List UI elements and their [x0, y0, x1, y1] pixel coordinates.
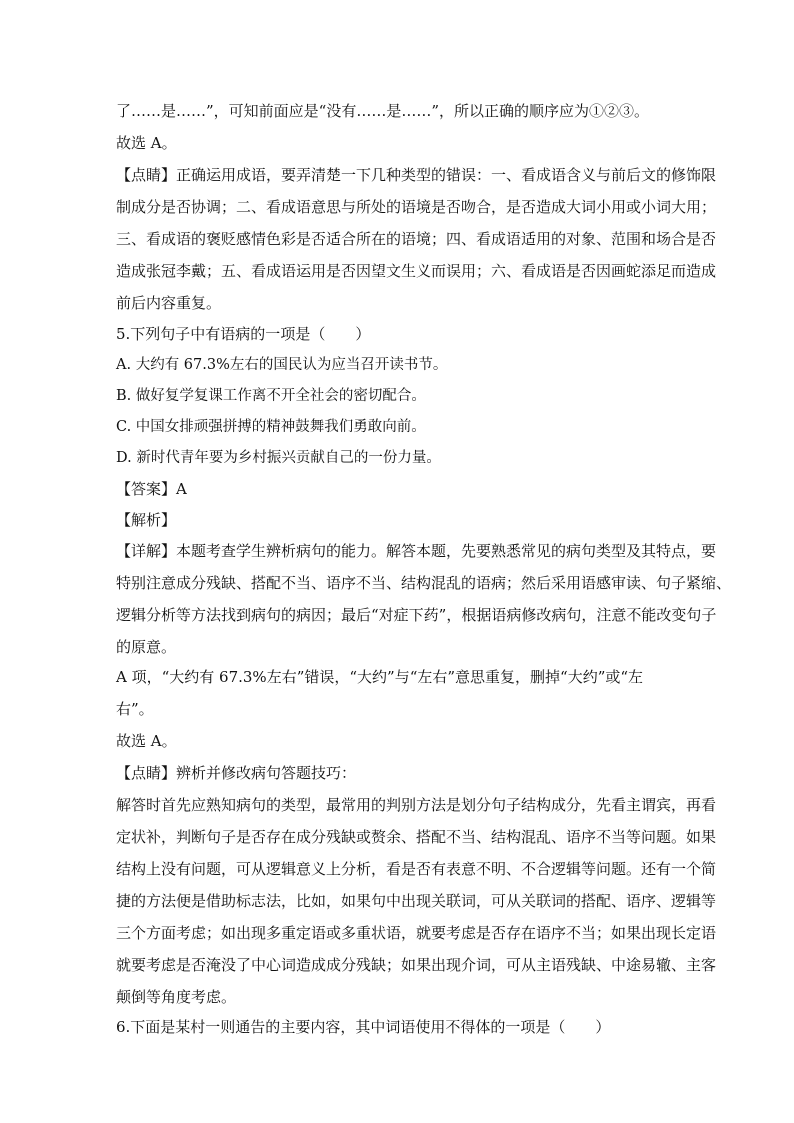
text-line: 【详解】本题考查学生辨析病句的能力。解答本题，先要熟悉常见的病句类型及其特点，要: [116, 542, 717, 560]
text-line: 三、看成语的褒贬感情色彩是否适合所在的语境；四、看成语适用的对象、范围和场合是否: [116, 230, 717, 248]
text-line: 制成分是否协调；二、看成语意思与所处的语境是否吻合，是否造成大词小用或小词大用；: [116, 198, 717, 216]
text-line: 结构上没有问题，可从逻辑意义上分析，看是否有表意不明、不合逻辑等问题。还有一个简: [116, 860, 717, 878]
question-5-choice-c: C. 中国女排顽强拼搏的精神鼓舞我们勇敢向前。: [116, 419, 426, 435]
text-line: 前后内容重复。: [116, 294, 222, 312]
analysis-heading: 【解析】: [116, 511, 177, 529]
text-line: A 项，“大约有 67.3%左右”错误，“大约”与“左右”意思重复，删掉“大约”或“左: [116, 668, 644, 686]
text-line: 了……是……”，可知前面应是“没有……是……”，所以正确的顺序应为①②③。: [116, 102, 650, 120]
text-line: 定状补，判断句子是否存在成分残缺或赘余、搭配不当、结构混乱、语序不当等问题。如果: [116, 828, 717, 846]
text-line: 特别注意成分残缺、搭配不当、语序不当、结构混乱的语病；然后采用语感审读、句子紧缩、: [116, 574, 732, 592]
text-line: 颠倒等角度考虑。: [116, 988, 237, 1006]
text-line: 逻辑分析等方法找到病句的病因；最后“对症下药”，根据语病修改病句，注意不能改变句子: [116, 606, 717, 624]
question-5-choice-b: B. 做好复学复课工作离不开全社会的密切配合。: [116, 388, 426, 404]
question-5-choice-d: D. 新时代青年要为乡村振兴贡献自己的一份力量。: [116, 450, 441, 466]
question-5-stem: 5.下列句子中有语病的一项是（ ）: [116, 325, 371, 343]
text-line: 故选 A。: [116, 732, 177, 750]
text-line: 就要考虑是否淹没了中心词造成成分残缺；如果出现介词，可从主语残缺、中途易辙、主客: [116, 956, 717, 974]
text-line: 右”。: [116, 700, 154, 718]
text-line: 【点睛】正确运用成语，要弄清楚一下几种类型的错误：一、看成语含义与前后文的修饰限: [116, 166, 717, 184]
text-line: 解答时首先应熟知病句的类型，最常用的判别方法是划分句子结构成分，先看主谓宾，再看: [116, 796, 717, 814]
question-5-choice-a: A. 大约有 67.3%左右的国民认为应当召开读书节。: [116, 357, 448, 373]
answer-line: 【答案】A: [116, 480, 187, 498]
text-line: 造成张冠李戴；五、看成语运用是否因望文生义而误用；六、看成语是否因画蛇添足而造成: [116, 262, 717, 280]
text-line: 三个方面考虑；如出现多重定语或多重状语，就要考虑是否存在语序不当；如果出现长定语: [116, 924, 717, 942]
text-line: 【点睛】辨析并修改病句答题技巧：: [116, 764, 357, 782]
text-line: 故选 A。: [116, 134, 177, 152]
text-line: 的原意。: [116, 638, 177, 656]
question-6-stem: 6.下面是某村一则通告的主要内容，其中词语使用不得体的一项是（ ）: [116, 1018, 611, 1036]
text-line: 捷的方法便是借助标志法，比如，如果句中出现关联词，可从关联词的搭配、语序、逻辑等: [116, 892, 717, 910]
